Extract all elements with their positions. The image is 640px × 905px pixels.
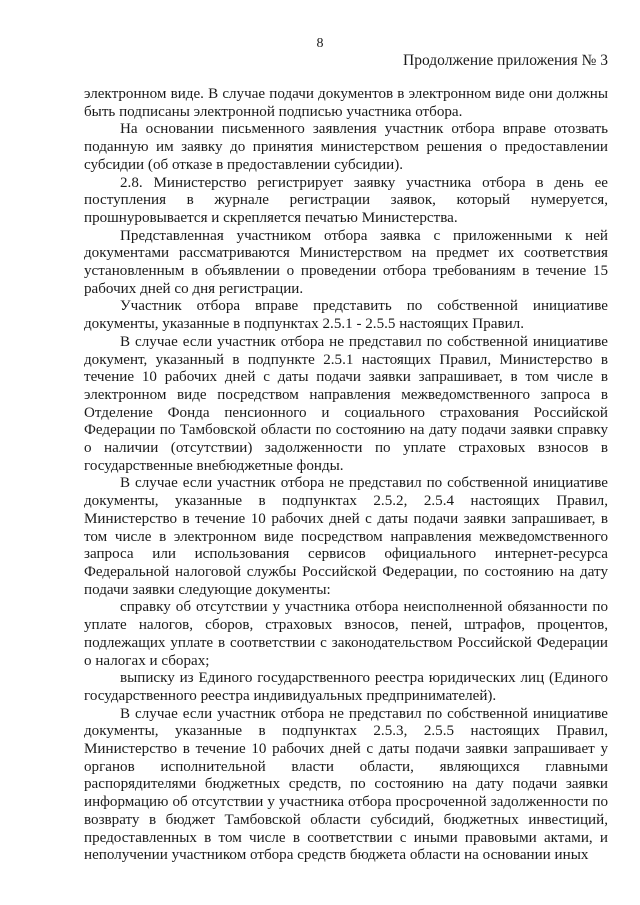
document-body: [84, 86, 608, 865]
page-number: 8: [316, 36, 324, 51]
paragraph-9: выписку из Единого государственного реестра юридических лиц (Единого государственного реестра индивидуальных предпринимателей).: [84, 670, 608, 704]
paragraph-8: справку об отсутствии у участника отбора неисполненной обязанности по уплате налогов, сборов, страховых взносов, пеней, штрафов, процентов, подлежащих уплате в соответствии с законодательством Российской Федерации о налогах и сборах;: [84, 599, 608, 669]
paragraph-7: В случае если участник отбора не представил по собственной инициативе документы, указанные в подпунктах 2.5.2, 2.5.4 настоящих Правил, Министерство в течение 10 рабочих дней с даты подачи заявки запрашивает, в том числе в электронном виде посредством направления межведомственного запроса или использования сервисов официального интернет-ресурса Федеральной налоговой службы Российской Федерации, по состоянию на дату подачи заявки следующие документы:: [84, 475, 608, 598]
paragraph-3: 2.8. Министерство регистрирует заявку участника отбора в день ее поступления в журнале регистрации заявок, который нумеруется, прошнуровывается и скрепляется печатью Министерства.: [84, 174, 608, 226]
paragraph-6: В случае если участник отбора не представил по собственной инициативе документ, указанный в подпункте 2.5.1 настоящих Правил, Министерство в течение 10 рабочих дней с даты подачи заявки запрашивает, в том числе в электронном виде посредством направления межведомственного запроса в Отделение Фонда пенсионного и социального страхования Российской Федерации по Тамбовской области по состоянию на дату подачи заявки справку о наличии (отсутствии) задолженности по уплате страховых взносов в государственные внебюджетные фонды.: [84, 333, 608, 474]
paragraph-4: Представленная участником отбора заявка с приложенными к ней документами рассматриваются Министерством на предмет их соответствия установленным в объявлении о проведении отбора требованиям в течение 15 рабочих дней со дня регистрации.: [84, 227, 608, 297]
paragraph-2: На основании письменного заявления участник отбора вправе отозвать поданную им заявку до принятия министерством решения о предоставлении субсидии (об отказе в предоставлении субсидии).: [84, 121, 608, 173]
paragraph-5: Участник отбора вправе представить по собственной инициативе документы, указанные в подпунктах 2.5.1 - 2.5.5 настоящих Правил.: [84, 298, 608, 333]
running-header: Продолжение приложения № 3: [403, 52, 608, 69]
paragraph-1: электронном виде. В случае подачи документов в электронном виде они должны быть подписаны электронной подписью участника отбора.: [84, 86, 608, 120]
paragraph-10: В случае если участник отбора не представил по собственной инициативе документы, указанные в подпунктах 2.5.3, 2.5.5 настоящих Правил, Министерство в течение 10 рабочих дней с даты подачи заявки запрашивает у органов исполнительной власти области, являющихся главными распорядителями бюджетных средств, по состоянию на дату подачи заявки информацию об отсутствии у участника отбора просроченной задолженности по возврату в бюджет Тамбовской области субсидий, бюджетных инвестиций, предоставленных в том числе в соответствии с иными правовыми актами, и неполучении участником отбора средств бюджета области на основании иных: [84, 705, 608, 864]
